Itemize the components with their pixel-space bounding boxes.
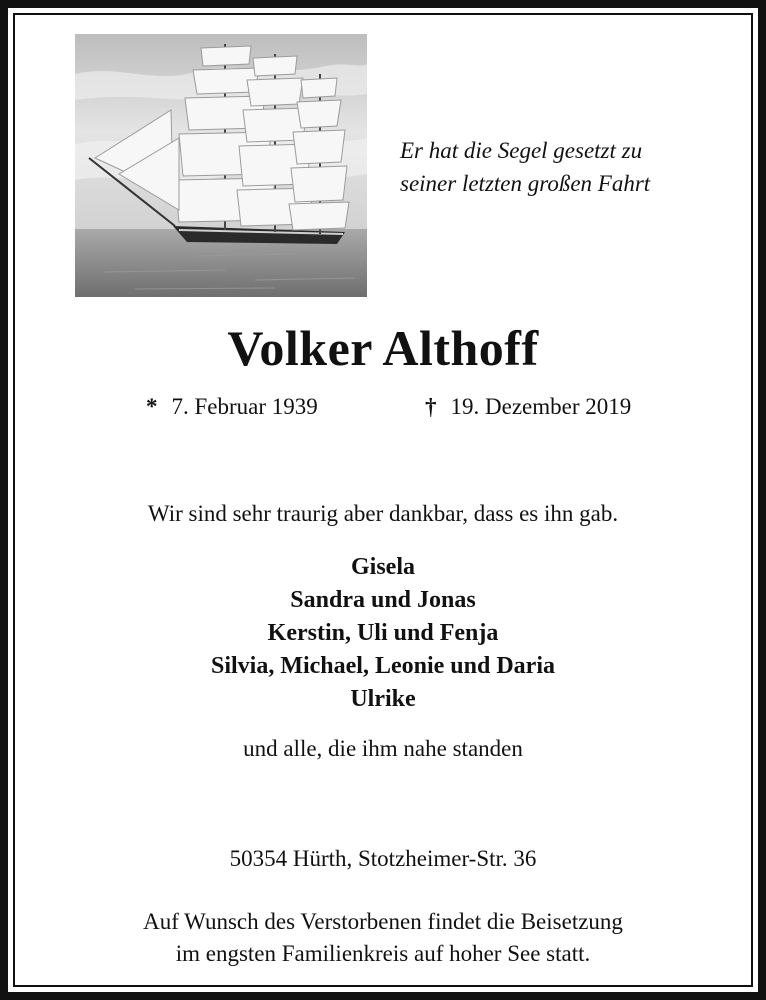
quote <box>400 134 730 200</box>
address: 50354 Hürth, Stotzheimer-Str. 36 <box>229 846 537 871</box>
statement: Wir sind sehr traurig aber dankbar, dass es ihn gab. <box>147 501 619 526</box>
quote-line: Er hat die Segel gesetzt zu <box>400 138 643 163</box>
birth-date: 7. Februar 1939 <box>171 394 318 419</box>
sailing-ship-image <box>75 34 367 297</box>
mourner-line: Sandra und Jonas <box>290 587 476 613</box>
birth-date-line <box>146 392 318 422</box>
sailing-ship-icon <box>75 34 367 297</box>
deceased-name: Volker Althoff <box>227 320 539 376</box>
notice-line: Auf Wunsch des Verstorbenen findet die Beisetzung <box>143 909 623 934</box>
others-line: und alle, die ihm nahe standen <box>243 736 523 761</box>
dagger-icon: † <box>425 394 437 419</box>
quote-line: seiner letzten großen Fahrt <box>400 171 651 196</box>
mourner-line: Gisela <box>351 554 415 580</box>
death-date-line <box>425 392 631 422</box>
mourners-list <box>0 551 766 716</box>
burial-notice <box>0 906 766 970</box>
notice-line: im engsten Familienkreis auf hoher See statt. <box>175 941 591 966</box>
asterisk-icon: * <box>146 394 158 419</box>
death-date: 19. Dezember 2019 <box>450 394 632 419</box>
mourner-line: Ulrike <box>350 686 416 712</box>
mourner-line: Silvia, Michael, Leonie und Daria <box>210 653 555 679</box>
mourner-line: Kerstin, Uli und Fenja <box>267 620 499 646</box>
